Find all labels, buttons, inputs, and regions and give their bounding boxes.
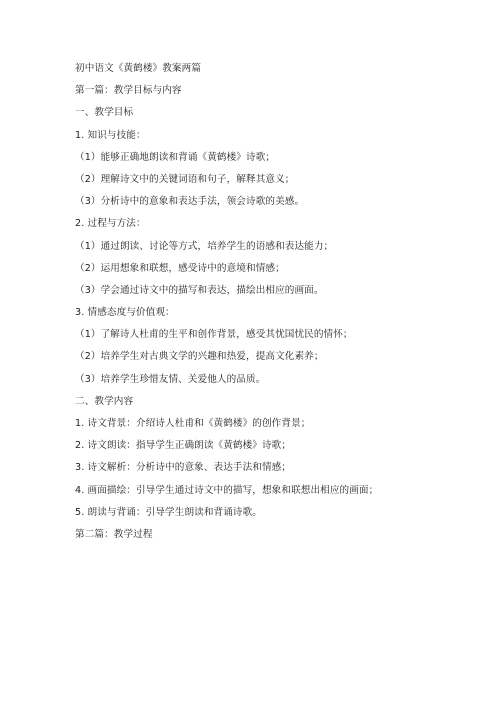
part-two-heading: 第二篇：教学过程 (75, 528, 153, 540)
list-item: 2. 诗文朗读：指导学生正确朗读《黄鹤楼》诗歌； (75, 440, 292, 452)
subheading-attitudes-values: 3. 情感态度与价值观： (75, 307, 175, 319)
document-title: 初中语文《黄鹤楼》教案两篇 (75, 63, 202, 74)
list-item: 3. 诗文解析：分析诗中的意象、表达手法和情感； (75, 462, 292, 474)
list-item: （2）培养学生对古典文学的兴趣和热爱，提高文化素养； (75, 351, 324, 363)
subheading-process-methods: 2. 过程与方法： (75, 218, 146, 230)
list-item: （3）培养学生珍惜友情、关爱他人的品质。 (75, 373, 266, 385)
list-item: 5. 朗读与背诵：引导学生朗读和背诵诗歌。 (75, 506, 262, 518)
section-heading-objectives: 一、教学目标 (75, 107, 134, 119)
list-item: 1. 诗文背景：介绍诗人杜甫和《黄鹤楼》的创作背景； (75, 418, 311, 429)
list-item: （3）分析诗中的意象和表达手法，领会诗歌的美感。 (75, 196, 305, 208)
list-item: 4. 画面描绘：引导学生通过诗文中的描写，想象和联想出相应的画面； (75, 484, 379, 496)
document-page (75, 62, 475, 550)
subheading-knowledge-skills: 1. 知识与技能： (75, 129, 146, 141)
section-heading-content: 二、教学内容 (75, 395, 134, 407)
list-item: （1）能够正确地朗读和背诵《黄鹤楼》诗歌； (75, 151, 276, 163)
list-item: （2）理解诗文中的关键词语和句子，解释其意义； (75, 173, 295, 185)
list-item: （3）学会通过诗文中的描写和表达，描绘出相应的画面。 (75, 284, 324, 296)
part-one-heading: 第一篇：教学目标与内容 (75, 85, 182, 97)
list-item: （2）运用想象和联想，感受诗中的意境和情感； (75, 262, 285, 274)
list-item: （1）通过朗读、讨论等方式，培养学生的语感和表达能力； (75, 240, 334, 252)
list-item: （1）了解诗人杜甫的生平和创作背景，感受其忧国忧民的情怀； (75, 329, 353, 341)
